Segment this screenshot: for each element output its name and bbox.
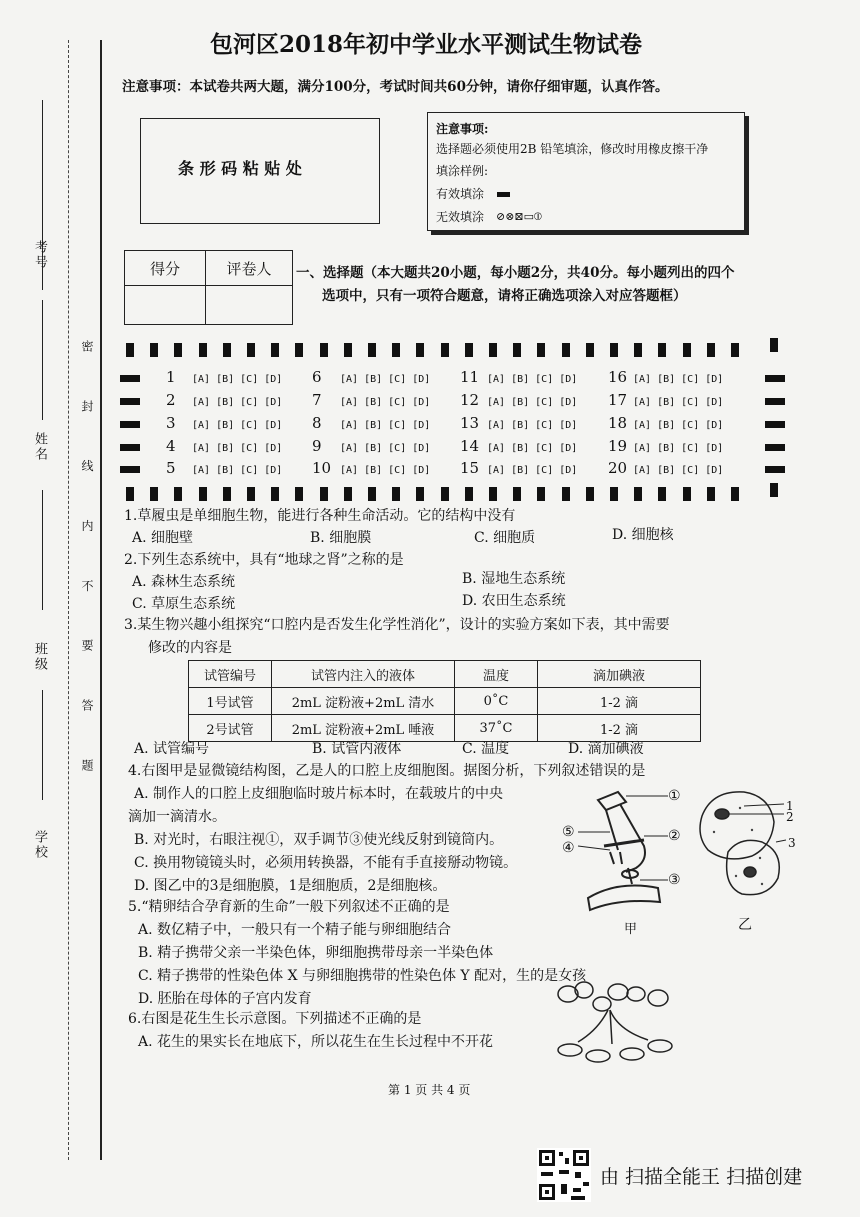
score-header: 得分 (125, 251, 206, 286)
timing-mark (610, 487, 618, 501)
timing-mark (731, 343, 739, 357)
table-row (189, 688, 701, 715)
timing-mark (537, 343, 545, 357)
q4-option-c: C. 换用物镜镜头时，必须用转换器，不能有手直接掰动物镜。 (134, 855, 518, 871)
timing-mark (562, 487, 570, 501)
answer-options-11[interactable]: [A] [B] [C] [D] (487, 374, 578, 385)
answer-options-5[interactable]: [A] [B] [C] [D] (192, 465, 283, 476)
timing-mark (126, 343, 134, 357)
grader-header: 评卷人 (206, 251, 293, 286)
binding-dashed-line (68, 40, 69, 1160)
answer-options-3[interactable]: [A] [B] [C] [D] (192, 420, 283, 431)
timing-mark (392, 487, 400, 501)
qr-code-icon (537, 1148, 591, 1202)
timing-mark (765, 421, 785, 428)
grader-cell[interactable] (206, 286, 293, 325)
page-title: 包河区2018年初中学业水平测试生物试卷 (210, 31, 643, 58)
answer-options-10[interactable]: [A] [B] [C] [D] (340, 465, 431, 476)
timing-mark (320, 343, 328, 357)
micro-label-3: ③ (668, 872, 681, 888)
q4-option-d: D. 图乙中的3是细胞膜，1是细胞质，2是细胞核。 (134, 878, 447, 894)
q1-option-b: B. 细胞膜 (310, 530, 372, 546)
timing-mark (658, 343, 666, 357)
answer-options-14[interactable]: [A] [B] [C] [D] (487, 443, 578, 454)
q6-option-a: A. 花生的果实长在地底下，所以花生在生长过程中不开花 (138, 1034, 494, 1050)
score-table (124, 250, 293, 325)
answer-number: 2 (166, 391, 176, 409)
timing-mark (199, 487, 207, 501)
cell-label-2: 2 (786, 810, 794, 824)
q4-option-a-line1: A. 制作人的口腔上皮细胞临时玻片标本时，在载玻片的中央 (134, 786, 504, 802)
timing-mark (295, 487, 303, 501)
timing-mark (537, 487, 545, 501)
q4-option-a-line2: 滴加一滴清水。 (128, 809, 226, 825)
valid-fill-sample (497, 192, 510, 197)
figure-jia-label: 甲 (624, 922, 638, 937)
timing-mark (392, 343, 400, 357)
col-header-liquid: 试管内注入的液体 (272, 661, 455, 688)
q3-stem-line2: 修改的内容是 (148, 640, 232, 656)
answer-options-16[interactable]: [A] [B] [C] [D] (633, 374, 724, 385)
timing-mark (465, 343, 473, 357)
q4-option-b: B. 对光时，右眼注视①，双手调节③使光线反射到镜筒内。 (134, 832, 504, 848)
timing-mark (770, 338, 778, 352)
peanut-plant-figure (548, 980, 688, 1070)
q3-option-a: A. 试管编号 (134, 741, 210, 757)
q3-option-d: D. 滴加碘液 (568, 741, 644, 757)
timing-mark (344, 487, 352, 501)
table-cell: 1号试管 (189, 688, 272, 715)
micro-label-5: ⑤ (562, 824, 575, 840)
answer-options-18[interactable]: [A] [B] [C] [D] (633, 420, 724, 431)
table-cell: 0˚C (455, 688, 538, 715)
col-header-temp: 温度 (455, 661, 538, 688)
timing-mark (513, 487, 521, 501)
timing-mark (150, 487, 158, 501)
barcode-label: 条 形 码 粘 贴 处 (178, 159, 302, 178)
timing-mark (610, 343, 618, 357)
timing-mark (120, 375, 140, 382)
micro-label-2: ② (668, 828, 681, 844)
answer-number: 4 (166, 437, 176, 455)
table-cell: 2mL 淀粉液+2mL 唾液 (272, 715, 455, 742)
answer-number: 12 (460, 391, 480, 409)
answer-options-15[interactable]: [A] [B] [C] [D] (487, 465, 578, 476)
answer-options-7[interactable]: [A] [B] [C] [D] (340, 397, 431, 408)
q3-option-c: C. 温度 (462, 741, 510, 757)
timing-mark (562, 343, 570, 357)
q2-stem: 2.下列生态系统中，具有“地球之肾”之称的是 (124, 552, 404, 568)
timing-mark (707, 487, 715, 501)
timing-mark (199, 343, 207, 357)
answer-options-9[interactable]: [A] [B] [C] [D] (340, 443, 431, 454)
fill-heading: 注意事项: (436, 122, 489, 136)
timing-mark (441, 343, 449, 357)
answer-number: 16 (608, 368, 628, 386)
answer-options-6[interactable]: [A] [B] [C] [D] (340, 374, 431, 385)
timing-mark (586, 343, 594, 357)
timing-mark (223, 343, 231, 357)
name-label: 姓名 (32, 432, 47, 462)
table-cell: 1-2 滴 (538, 688, 701, 715)
timing-mark (126, 487, 134, 501)
valid-fill-label: 有效填涂 (436, 187, 485, 201)
q1-stem: 1.草履虫是单细胞生物，能进行各种生命活动。它的结构中没有 (124, 508, 516, 524)
answer-number: 1 (166, 368, 176, 386)
timing-mark (683, 487, 691, 501)
answer-number: 10 (312, 459, 332, 477)
timing-mark (658, 487, 666, 501)
q2-option-c: C. 草原生态系统 (132, 596, 236, 612)
table-cell: 37˚C (455, 715, 538, 742)
q3-option-b: B. 试管内液体 (312, 741, 402, 757)
fill-line2: 填涂样例: (436, 164, 489, 178)
class-label: 班级 (32, 642, 47, 672)
timing-mark (634, 343, 642, 357)
timing-mark (271, 343, 279, 357)
invalid-fill-sample: ⊘⊗⊠▭⦶ (496, 210, 543, 223)
timing-mark (634, 487, 642, 501)
answer-number: 8 (312, 414, 322, 432)
q2-option-a: A. 森林生态系统 (132, 574, 236, 590)
timing-mark (770, 483, 778, 497)
timing-mark (489, 343, 497, 357)
seal-line-text: 密 封 线 内 不 要 答 题 (80, 340, 94, 793)
section1-line1: 一、选择题（本大题共20小题，每小题2分，共40分。每小题列出的四个 (296, 265, 735, 281)
answer-options-8[interactable]: [A] [B] [C] [D] (340, 420, 431, 431)
timing-mark (765, 375, 785, 382)
timing-mark (174, 487, 182, 501)
timing-mark (765, 466, 785, 473)
timing-mark (320, 487, 328, 501)
answer-options-20[interactable]: [A] [B] [C] [D] (633, 465, 724, 476)
answer-options-1[interactable]: [A] [B] [C] [D] (192, 374, 283, 385)
timing-mark (441, 487, 449, 501)
figure-yi-label: 乙 (738, 917, 752, 933)
q2-option-d: D. 农田生态系统 (462, 593, 566, 609)
exam-no-label: 考号 (32, 240, 47, 270)
cell-label-3: 3 (788, 836, 796, 850)
q2-option-b: B. 湿地生态系统 (462, 571, 566, 587)
answer-number: 15 (460, 459, 480, 477)
timing-mark (120, 444, 140, 451)
timing-mark (120, 398, 140, 405)
timing-mark (247, 343, 255, 357)
fill-line1: 选择题必须使用2B 铅笔填涂，修改时用橡皮擦干净 (436, 142, 709, 156)
page-footer: 第 1 页 共 4 页 (388, 1083, 471, 1097)
q3-stem-line1: 3.某生物兴趣小组探究“口腔内是否发生化学性消化”，设计的实验方案如下表，其中需要 (124, 617, 670, 633)
timing-mark (586, 487, 594, 501)
answer-number: 6 (312, 368, 322, 386)
q5-option-d: D. 胚胎在母体的子宫内发育 (138, 991, 312, 1007)
timing-mark (765, 398, 785, 405)
answer-number: 19 (608, 437, 628, 455)
timing-mark (707, 343, 715, 357)
col-header-iodine: 滴加碘液 (538, 661, 701, 688)
answer-number: 3 (166, 414, 176, 432)
timing-mark (683, 343, 691, 357)
answer-number: 14 (460, 437, 480, 455)
notice-text: 注意事项：本试卷共两大题，满分100分，考试时间共60分钟，请你仔细审题，认真作答。 (122, 79, 669, 95)
micro-label-4: ④ (562, 840, 575, 856)
section1-line2: 选项中，只有一项符合题意，请将正确选项涂入对应答题框） (322, 288, 687, 304)
timing-mark (150, 343, 158, 357)
timing-mark (489, 487, 497, 501)
timing-mark (465, 487, 473, 501)
timing-mark (731, 487, 739, 501)
timing-mark (120, 421, 140, 428)
timing-mark (223, 487, 231, 501)
q5-option-a: A. 数亿精子中，一般只有一个精子能与卵细胞结合 (138, 922, 452, 938)
table-row (189, 715, 701, 742)
timing-mark (513, 343, 521, 357)
scanner-watermark: 由 扫描全能王 扫描创建 (600, 1166, 803, 1188)
q6-stem: 6.右图是花生生长示意图。下列描述不正确的是 (128, 1011, 422, 1027)
micro-label-1: ① (668, 788, 681, 804)
binding-solid-line (100, 40, 102, 1160)
answer-number: 5 (166, 459, 176, 477)
answer-number: 20 (608, 459, 628, 477)
answer-number: 13 (460, 414, 480, 432)
answer-options-17[interactable]: [A] [B] [C] [D] (633, 397, 724, 408)
timing-mark (344, 343, 352, 357)
table-cell: 1-2 滴 (538, 715, 701, 742)
timing-mark (368, 343, 376, 357)
table-cell: 2号试管 (189, 715, 272, 742)
answer-number: 18 (608, 414, 628, 432)
timing-mark (174, 343, 182, 357)
timing-mark (416, 487, 424, 501)
q5-option-b: B. 精子携带父亲一半染色体，卵细胞携带母亲一半染色体 (138, 945, 494, 961)
q1-option-a: A. 细胞壁 (132, 530, 194, 546)
q1-option-c: C. 细胞质 (474, 530, 536, 546)
q1-option-d: D. 细胞核 (612, 527, 674, 543)
timing-mark (247, 487, 255, 501)
timing-mark (271, 487, 279, 501)
cheek-cell-figure (692, 786, 792, 906)
school-blank (42, 690, 43, 800)
timing-mark (120, 466, 140, 473)
name-blank (42, 300, 43, 420)
answer-number: 7 (312, 391, 322, 409)
experiment-table (188, 660, 701, 742)
score-cell[interactable] (125, 286, 206, 325)
timing-mark (765, 444, 785, 451)
school-label: 学校 (32, 830, 47, 860)
answer-number: 17 (608, 391, 628, 409)
timing-mark (416, 343, 424, 357)
answer-options-13[interactable]: [A] [B] [C] [D] (487, 420, 578, 431)
answer-options-2[interactable]: [A] [B] [C] [D] (192, 397, 283, 408)
answer-options-19[interactable]: [A] [B] [C] [D] (633, 443, 724, 454)
timing-mark (368, 487, 376, 501)
answer-options-4[interactable]: [A] [B] [C] [D] (192, 443, 283, 454)
cell-label-1: 1 (786, 799, 794, 813)
answer-options-12[interactable]: [A] [B] [C] [D] (487, 397, 578, 408)
timing-mark (295, 343, 303, 357)
answer-number: 11 (460, 368, 480, 386)
answer-number: 9 (312, 437, 322, 455)
q4-stem: 4.右图甲是显微镜结构图，乙是人的口腔上皮细胞图。据图分析，下列叙述错误的是 (128, 763, 646, 779)
col-header-tube: 试管编号 (189, 661, 272, 688)
q5-stem: 5.“精卵结合孕育新的生命”一般下列叙述不正确的是 (128, 899, 450, 915)
q5-option-c: C. 精子携带的性染色体 X 与卵细胞携带的性染色体 Y 配对，生的是女孩 (138, 968, 587, 984)
class-blank (42, 490, 43, 610)
table-cell: 2mL 淀粉液+2mL 清水 (272, 688, 455, 715)
invalid-fill-label: 无效填涂 (436, 210, 485, 224)
